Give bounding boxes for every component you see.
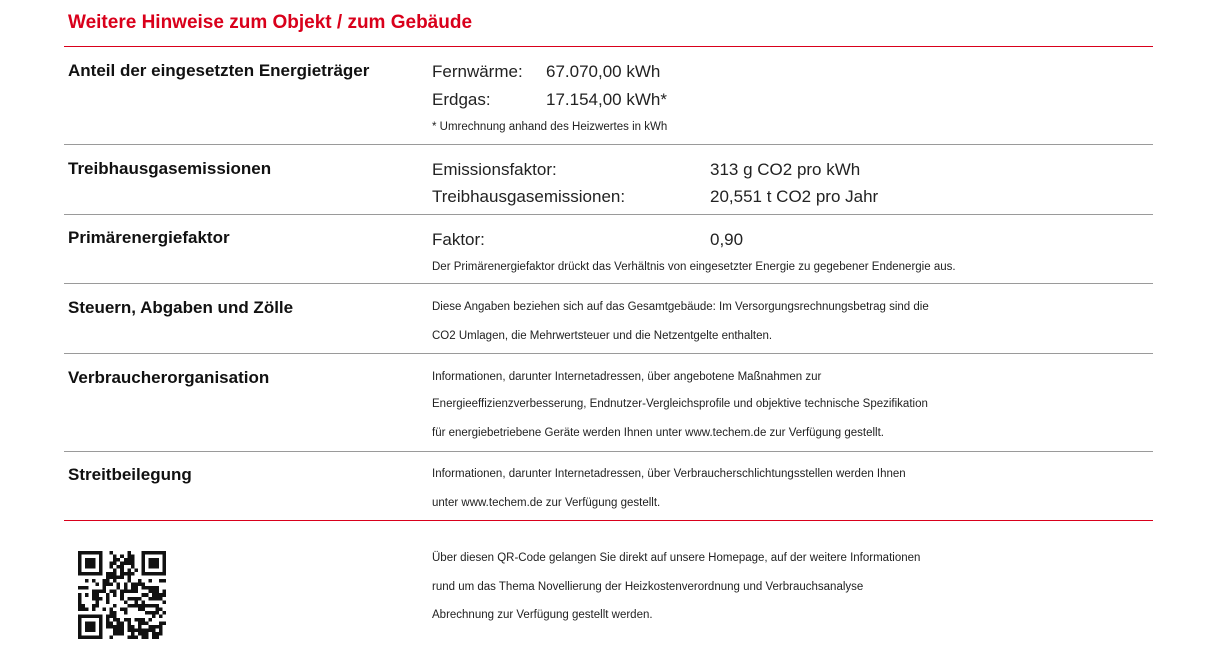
energy-note: * Umrechnung anhand des Heizwertes in kWh: [432, 121, 668, 133]
qr-info-line: Über diesen QR-Code gelangen Sie direkt auf unsere Homepage, auf der weitere Informationen: [432, 552, 921, 564]
ghg-label: Treibhausgasemissionen: [68, 159, 272, 178]
primary-factor-value: 0,90: [710, 230, 744, 249]
consumer-label: Verbraucherorganisation: [68, 368, 270, 387]
bottom-divider: [64, 520, 1153, 521]
dispute-label: Streitbeilegung: [68, 465, 192, 484]
consumer-line: Energieeffizienzverbesserung, Endnutzer-Vergleichsprofile und objektive technische Spezifikation: [432, 398, 928, 410]
divider: [64, 144, 1153, 145]
fernwaerme-label: Fernwärme:: [432, 62, 523, 81]
emission-factor-value: 313 g CO2 pro kWh: [710, 160, 861, 179]
divider: [64, 283, 1153, 284]
primary-note: Der Primärenergiefaktor drückt das Verhältnis von eingesetzter Energie zu gegebener Endenergie aus.: [432, 261, 956, 273]
erdgas-value: 17.154,00 kWh*: [546, 90, 667, 109]
divider: [64, 451, 1153, 452]
consumer-line: Informationen, darunter Internetadressen, über angebotene Maßnahmen zur: [432, 371, 822, 383]
fernwaerme-value: 67.070,00 kWh: [546, 62, 661, 81]
emissions-value: 20,551 t CO2 pro Jahr: [710, 187, 879, 206]
energy-label: Anteil der eingesetzten Energieträger: [68, 61, 370, 80]
qr-info-line: rund um das Thema Novellierung der Heizkostenverordnung und Verbrauchsanalyse: [432, 581, 864, 593]
divider: [64, 353, 1153, 354]
primary-label: Primärenergiefaktor: [68, 228, 230, 247]
qr-code-icon[interactable]: [78, 551, 166, 639]
section-title: Weitere Hinweise zum Objekt / zum Gebäude: [68, 12, 473, 33]
emission-factor-label: Emissionsfaktor:: [432, 160, 557, 179]
consumer-line: für energiebetriebene Geräte werden Ihnen unter www.techem.de zur Verfügung gestellt.: [432, 427, 884, 439]
erdgas-label: Erdgas:: [432, 90, 491, 109]
divider: [64, 214, 1153, 215]
qr-info-line: Abrechnung zur Verfügung gestellt werden.: [432, 609, 653, 621]
title-divider: [64, 46, 1153, 47]
taxes-label: Steuern, Abgaben und Zölle: [68, 298, 294, 317]
emissions-label: Treibhausgasemissionen:: [432, 187, 626, 206]
taxes-line: Diese Angaben beziehen sich auf das Gesamtgebäude: Im Versorgungsrechnungsbetrag sind die: [432, 301, 929, 313]
dispute-line: Informationen, darunter Internetadressen, über Verbraucherschlichtungsstellen werden Ihnen: [432, 468, 906, 480]
primary-factor-label: Faktor:: [432, 230, 485, 249]
dispute-line: unter www.techem.de zur Verfügung gestellt.: [432, 497, 661, 509]
taxes-line: CO2 Umlagen, die Mehrwertsteuer und die Netzentgelte enthalten.: [432, 330, 773, 342]
